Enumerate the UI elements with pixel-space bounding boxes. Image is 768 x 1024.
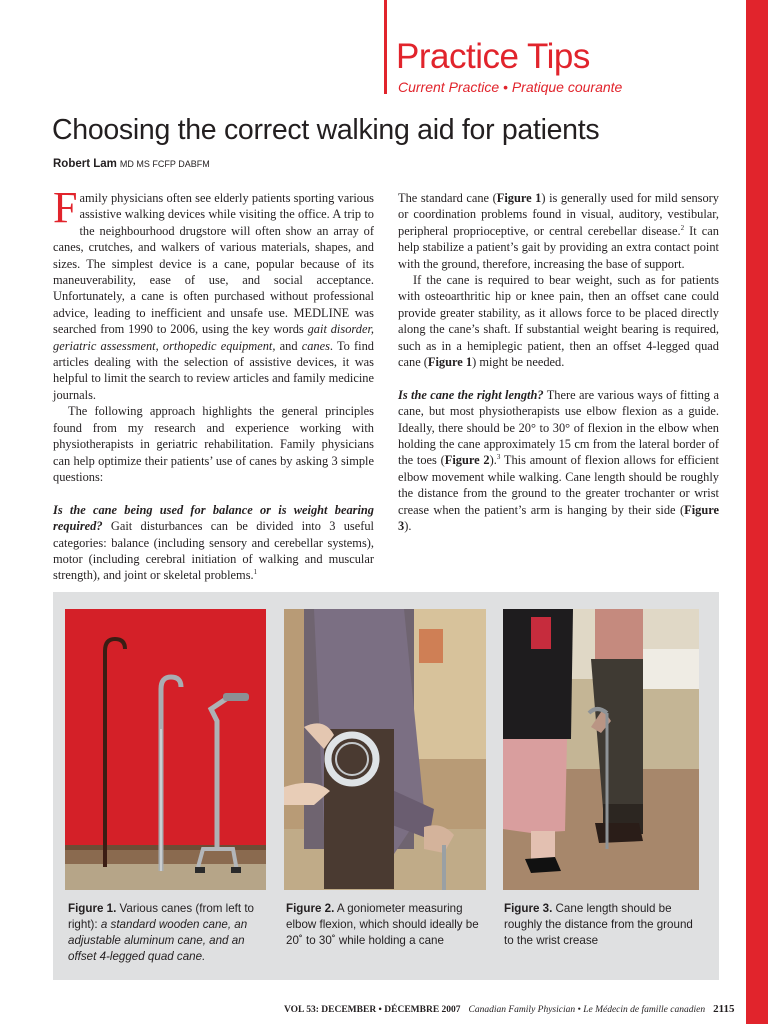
balance-question-heading: Is the cane being used for balance or is weight bearing required? (53, 502, 374, 534)
figure-ref: Figure 1 (427, 355, 473, 370)
section-title: Practice Tips (396, 37, 590, 76)
approach-paragraph: The following approach highlights the general principles found from my research and experience working with physiotherapists in geriatric rehabilitation. Family physicians can help optimize their patients’ use of canes by asking 3 simple questions: (53, 404, 374, 484)
article-author (53, 158, 210, 170)
balance-question-paragraph (53, 502, 374, 584)
figure-1-caption-text: Various canes (from left to right): (68, 902, 255, 931)
intro-keywords: gait disorder, geriatric assessment, orthopedic equipment, (53, 322, 374, 353)
intro-text: amily physicians often see elderly patients sporting various assistive walking devices while visiting the office. A trip to the neighbourhood drugstore will often show an array of canes, crutches, and walkers of various materials, shapes, and sizes. The simplest device is a cane, popular because of its maneuverability, ease of use, and social acceptance. Unfortunately, a cane is often purchased without professional advice, leading to inefficient and unsafe use. MEDLINE was searched from 1990 to 2006, using the key words (53, 191, 374, 337)
weight-bearing-paragraph (398, 272, 719, 370)
reference-marker: 2 (680, 223, 685, 232)
section-rule (384, 0, 387, 94)
figure-3-caption-text: Cane length should be roughly the distance from the ground to the wrist crease (504, 902, 693, 947)
footer-volume: VOL 53: DECEMBER • DÉCEMBRE 2007 (284, 1005, 461, 1015)
standard-cane-paragraph (398, 190, 719, 272)
cane-length-paragraph (398, 387, 719, 535)
figure-2-caption (286, 901, 486, 949)
balance-question-body: Gait disturbances can be divided into 3 useful categories: balance (including sensory and cerebellar systems), motor (including cerebral initiation of walking and muscular strength), and joint or skeletal problems. (53, 519, 374, 583)
text-run: ) is generally used for mild sensory or coordination problems found in visual, auditory, vestibular, peripheral proprioceptive, or central cerebellar disease. (398, 191, 719, 238)
left-column (53, 183, 375, 584)
figure-1-caption (68, 901, 268, 965)
text-run: The standard cane ( (398, 191, 497, 205)
author-name: Robert Lam (53, 158, 117, 170)
figure-3-photo (503, 609, 699, 890)
figure-ref: Figure 1 (496, 191, 542, 205)
page-number: 2115 (713, 1003, 735, 1015)
figure-3-label: Figure 3. (504, 902, 553, 915)
cane-length-photo-illustration (503, 609, 699, 890)
text-run: ) might be needed. (472, 355, 565, 370)
canes-photo-illustration (65, 609, 266, 890)
text-run: There are various ways of fitting a cane, but most physiotherapists use elbow flexion as a guide. Ideally, there should be 20° to 30° of flexion in the elbow when holding the cane approximately 15 cm from the lateral border of the toes ( (398, 387, 719, 468)
section-subtitle: Current Practice • Pratique courante (398, 79, 623, 95)
figure-1-caption-italic: a standard wooden cane, an adjustable aluminum cane, and an offset 4-legged quad cane. (68, 918, 248, 963)
text-run: ). (489, 453, 497, 468)
figure-2-photo (284, 609, 486, 890)
intro-paragraph (53, 183, 375, 403)
figure-3-caption (504, 901, 694, 949)
text-run: This amount of flexion allows for efficient elbow movement while walking. Cane length should be roughly the distance from the ground to the greater trochanter or wrist crease when the patient’s arm is hanging by their side ( (398, 453, 720, 517)
figure-1-label: Figure 1. (68, 902, 117, 915)
text-run: If the cane is required to bear weight, such as for patients with osteoarthritic hip or knee pain, then an offset cane could provide greater stability, as it allows force to be placed directly along the cane’s shaft. If substantial weight bearing is required, such as in a hemiplegic patient, then an offset 4-legged quad cane ( (398, 273, 719, 370)
intro-text-end: . To find articles dealing with the selection of assistive devices, it was helpful to limit the search to review articles and family medicine journals. (53, 338, 375, 402)
text-run: ). (404, 519, 412, 534)
page-footer (284, 1003, 735, 1015)
footer-journal: Canadian Family Physician • Le Médecin de famille canadien (468, 1005, 706, 1015)
text-run: It can help stabilize a patient’s gait by providing an extra contact point with the ground, therefore, increasing the base of support. (398, 223, 719, 271)
figure-panel (53, 592, 719, 980)
edge-color-bar (746, 0, 768, 1024)
goniometer-photo-illustration (284, 609, 486, 890)
right-column (398, 190, 719, 535)
cane-length-heading: Is the cane the right length? (398, 387, 544, 402)
figure-2-label: Figure 2. (286, 902, 335, 915)
figure-ref: Figure 3 (398, 502, 719, 534)
article-title: Choosing the correct walking aid for patients (52, 114, 600, 146)
figure-2-caption-text: A goniometer measuring elbow flexion, which should ideally be 20˚ to 30˚ while holding a cane (286, 902, 479, 947)
figure-1-photo (65, 609, 266, 890)
figure-ref: Figure 2 (444, 453, 490, 468)
reference-marker: 3 (496, 453, 501, 462)
reference-marker: 1 (253, 568, 258, 577)
author-credentials: MD MS FCFP DABFM (119, 159, 210, 169)
intro-keyword-canes: canes (301, 338, 330, 353)
intro-connector: and (275, 338, 302, 353)
drop-cap: F (53, 183, 78, 232)
